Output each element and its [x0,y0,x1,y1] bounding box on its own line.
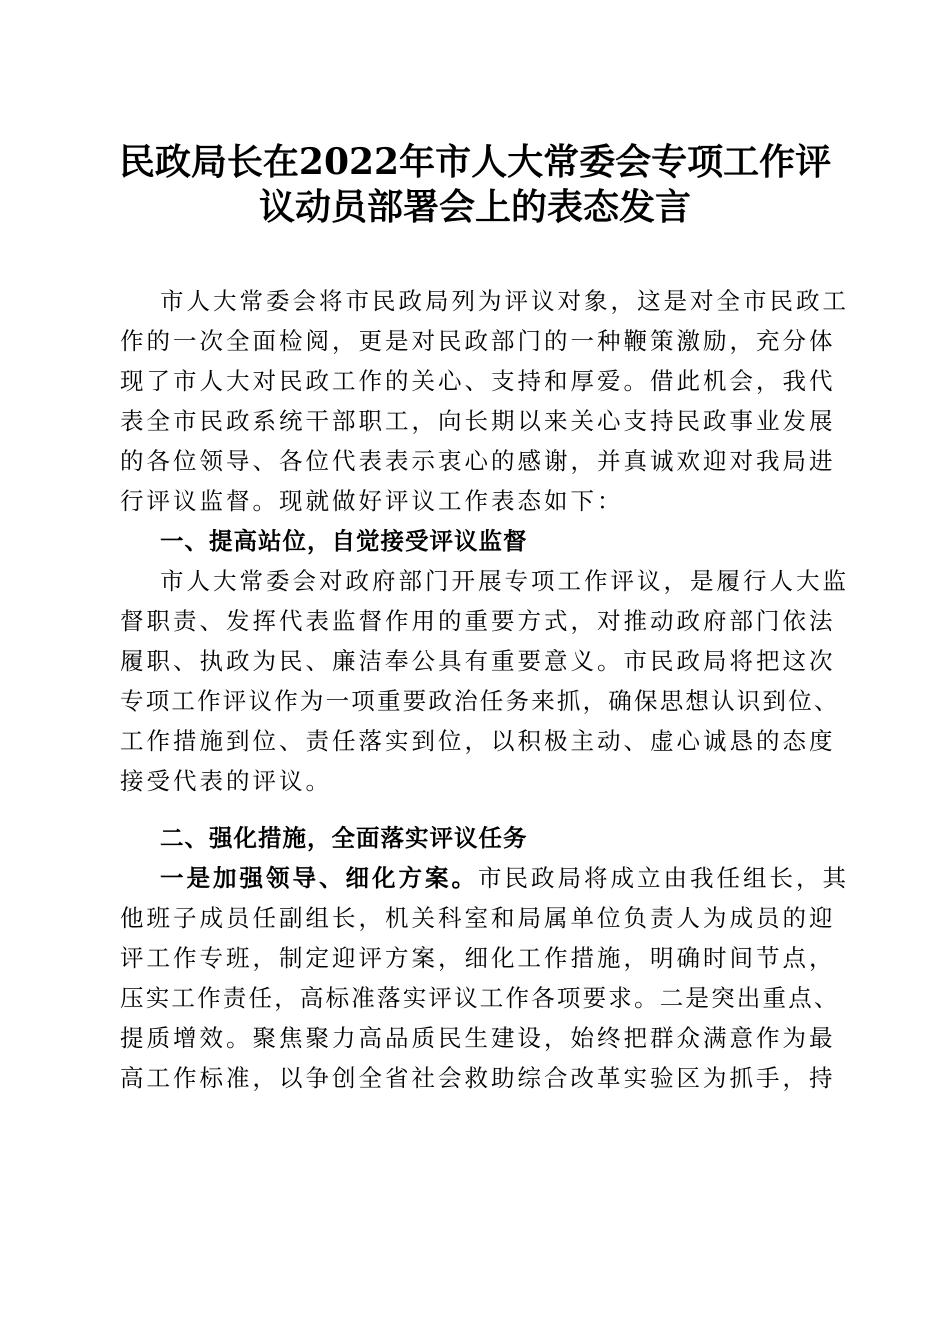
document-title-line-2: 议动员部署会上的表态发言 [258,186,691,228]
intro-line-6: 行评议监督。现就做好评议工作表态如下： [120,487,624,515]
section-1-line-6: 接受代表的评议。 [120,767,332,795]
section-2-line-4: 压实工作责任，高标准落实评议工作各项要求。二是突出重点、 [120,984,840,1012]
section-1-line-3: 履职、执政为民、廉洁奉公具有重要意义。市民政局将把这次 [120,647,836,675]
intro-line-4: 表全市民政系统干部职工，向长期以来关心支持民政事业发展 [120,407,836,435]
section-2-line-6: 高工作标准，以争创全省社会救助综合改革实验区为抓手，持 [120,1064,836,1092]
intro-line-2: 作的一次全面检阅，更是对民政部门的一种鞭策激励，充分体 [120,327,836,355]
section-1-heading: 一、提高站位，自觉接受评议监督 [160,527,528,555]
intro-line-5: 的各位领导、各位代表表示衷心的感谢，并真诚欢迎对我局进 [120,447,836,475]
section-2-line-1-rest: 市民政局将成立由我任组长，其 [478,864,849,892]
section-2-line-3: 评工作专班，制定迎评方案，细化工作措施，明确时间节点， [120,944,836,972]
section-1-line-2: 督职责、发挥代表监督作用的重要方式，对推动政府部门依法 [120,607,836,635]
section-2-lead: 一是加强领导、细化方案。 [160,864,478,892]
intro-line-1: 市人大常委会将市民政局列为评议对象，这是对全市民政工 [160,287,849,315]
section-2-line-2: 他班子成员任副组长，机关科室和局属单位负责人为成员的迎 [120,904,836,932]
intro-line-3: 现了市人大对民政工作的关心、支持和厚爱。借此机会，我代 [120,367,836,395]
section-2-line-5: 提质增效。聚焦聚力高品质民生建设，始终把群众满意作为最 [120,1024,836,1052]
document-title-line-1: 民政局长在2022年市人大常委会专项工作评 [118,141,832,183]
section-2-line-1 [160,858,849,898]
section-1-line-1: 市人大常委会对政府部门开展专项工作评议，是履行人大监 [160,567,849,595]
section-2-heading: 二、强化措施，全面落实评议任务 [160,824,528,852]
section-1-line-4: 专项工作评议作为一项重要政治任务来抓，确保思想认识到位、 [120,687,840,715]
section-1-line-5: 工作措施到位、责任落实到位，以积极主动、虚心诚恳的态度 [120,727,836,755]
